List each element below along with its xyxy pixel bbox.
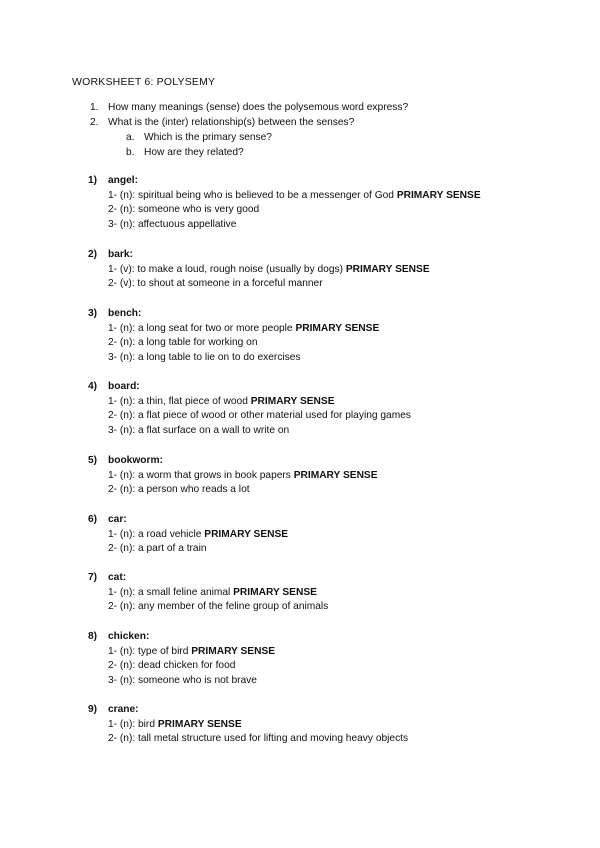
entry-word: bookworm: <box>108 455 163 466</box>
question-number: 2. <box>90 117 99 128</box>
question-1 <box>90 102 408 113</box>
sense-text: 3- (n): affectuous appellative <box>108 219 237 231</box>
sense-text: 2- (n): a person who reads a lot <box>108 484 250 496</box>
sense-text: 1- (n): a thin, flat piece of wood <box>108 395 248 407</box>
sense-text: 2- (n): tall metal structure used for lifting and moving heavy objects <box>108 733 409 745</box>
sense-line <box>108 219 236 230</box>
sense-line <box>108 425 289 436</box>
entry-number: 7) <box>88 572 98 583</box>
sense-line <box>108 337 258 348</box>
sense-line <box>108 660 235 671</box>
sense-line <box>108 410 411 421</box>
sense-text: 2- (n): a flat piece of wood or other material used for playing games <box>108 410 411 422</box>
entry-number: 4) <box>88 381 98 392</box>
sense-text: 1- (v): to make a loud, rough noise (usually by dogs) <box>108 263 343 275</box>
entry-heading <box>88 381 140 392</box>
primary-sense-label: PRIMARY SENSE <box>157 718 242 730</box>
subquestion-b <box>126 147 244 158</box>
sense-line <box>108 190 481 201</box>
sense-line <box>108 733 408 744</box>
sense-text: 1- (n): spiritual being who is believed to be a messenger of God <box>108 189 394 201</box>
entry-number: 3) <box>88 308 98 319</box>
entry-word: bench: <box>108 308 142 319</box>
sense-line <box>108 601 328 612</box>
primary-sense-label: PRIMARY SENSE <box>204 528 289 540</box>
primary-sense-label: PRIMARY SENSE <box>345 263 430 275</box>
primary-sense-label: PRIMARY SENSE <box>250 395 335 407</box>
question-number: 1. <box>90 102 99 113</box>
entry-heading <box>88 175 138 186</box>
entry-word: crane: <box>108 704 139 715</box>
entry-word: chicken: <box>108 631 150 642</box>
sense-line <box>108 529 288 540</box>
question-2 <box>90 117 354 128</box>
entry-heading <box>88 631 149 642</box>
sense-text: 2- (n): someone who is very good <box>108 204 260 216</box>
question-text: What is the (inter) relationship(s) between the senses? <box>108 117 355 128</box>
sense-line <box>108 470 378 481</box>
subquestion-text: How are they related? <box>144 147 244 158</box>
sense-line <box>108 719 242 730</box>
sense-line <box>108 646 275 657</box>
question-text: How many meanings (sense) does the polysemous word express? <box>108 102 409 113</box>
sense-line <box>108 264 430 275</box>
sense-text: 1- (n): a small feline animal <box>108 586 231 598</box>
subquestion-a <box>126 132 272 143</box>
sense-text: 2- (v): to shout at someone in a forceful manner <box>108 278 323 290</box>
sense-line <box>108 675 257 686</box>
sense-text: 1- (n): type of bird <box>108 645 189 657</box>
sense-line <box>108 396 335 407</box>
entry-heading <box>88 455 163 466</box>
entry-heading <box>88 514 127 525</box>
sense-line <box>108 484 250 495</box>
primary-sense-label: PRIMARY SENSE <box>191 645 276 657</box>
subquestion-text: Which is the primary sense? <box>144 132 272 143</box>
entry-number: 6) <box>88 514 98 525</box>
entry-word: cat: <box>108 572 127 583</box>
sense-text: 2- (n): any member of the feline group of animals <box>108 601 329 613</box>
primary-sense-label: PRIMARY SENSE <box>396 189 481 201</box>
sense-line <box>108 204 259 215</box>
primary-sense-label: PRIMARY SENSE <box>295 322 380 334</box>
entry-heading <box>88 308 141 319</box>
primary-sense-label: PRIMARY SENSE <box>293 469 378 481</box>
sense-text: 1- (n): a long seat for two or more people <box>108 322 293 334</box>
sense-line <box>108 278 323 289</box>
sense-text: 3- (n): a flat surface on a wall to write on <box>108 425 290 437</box>
entry-number: 8) <box>88 631 98 642</box>
sense-text: 1- (n): a worm that grows in book papers <box>108 469 291 481</box>
subquestion-letter: a. <box>126 132 135 143</box>
entry-heading <box>88 572 126 583</box>
sense-text: 1- (n): a road vehicle <box>108 528 202 540</box>
entry-number: 2) <box>88 249 98 260</box>
sense-line <box>108 543 207 554</box>
entry-number: 9) <box>88 704 98 715</box>
sense-line <box>108 323 379 334</box>
sense-text: 3- (n): a long table to lie on to do exercises <box>108 352 301 364</box>
entry-number: 1) <box>88 175 98 186</box>
entry-word: bark: <box>108 249 133 260</box>
sense-line <box>108 352 301 363</box>
page-title: WORKSHEET 6: POLYSEMY <box>72 76 216 88</box>
sense-text: 2- (n): dead chicken for food <box>108 660 236 672</box>
sense-text: 3- (n): someone who is not brave <box>108 675 257 687</box>
subquestion-letter: b. <box>126 147 135 158</box>
entry-word: angel: <box>108 175 139 186</box>
entry-word: board: <box>108 381 140 392</box>
sense-text: 2- (n): a long table for working on <box>108 337 258 349</box>
entry-heading <box>88 704 139 715</box>
entry-word: car: <box>108 514 127 525</box>
sense-text: 1- (n): bird <box>108 718 155 730</box>
entry-number: 5) <box>88 455 98 466</box>
sense-text: 2- (n): a part of a train <box>108 543 207 555</box>
entry-heading <box>88 249 133 260</box>
sense-line <box>108 587 317 598</box>
primary-sense-label: PRIMARY SENSE <box>233 586 317 598</box>
